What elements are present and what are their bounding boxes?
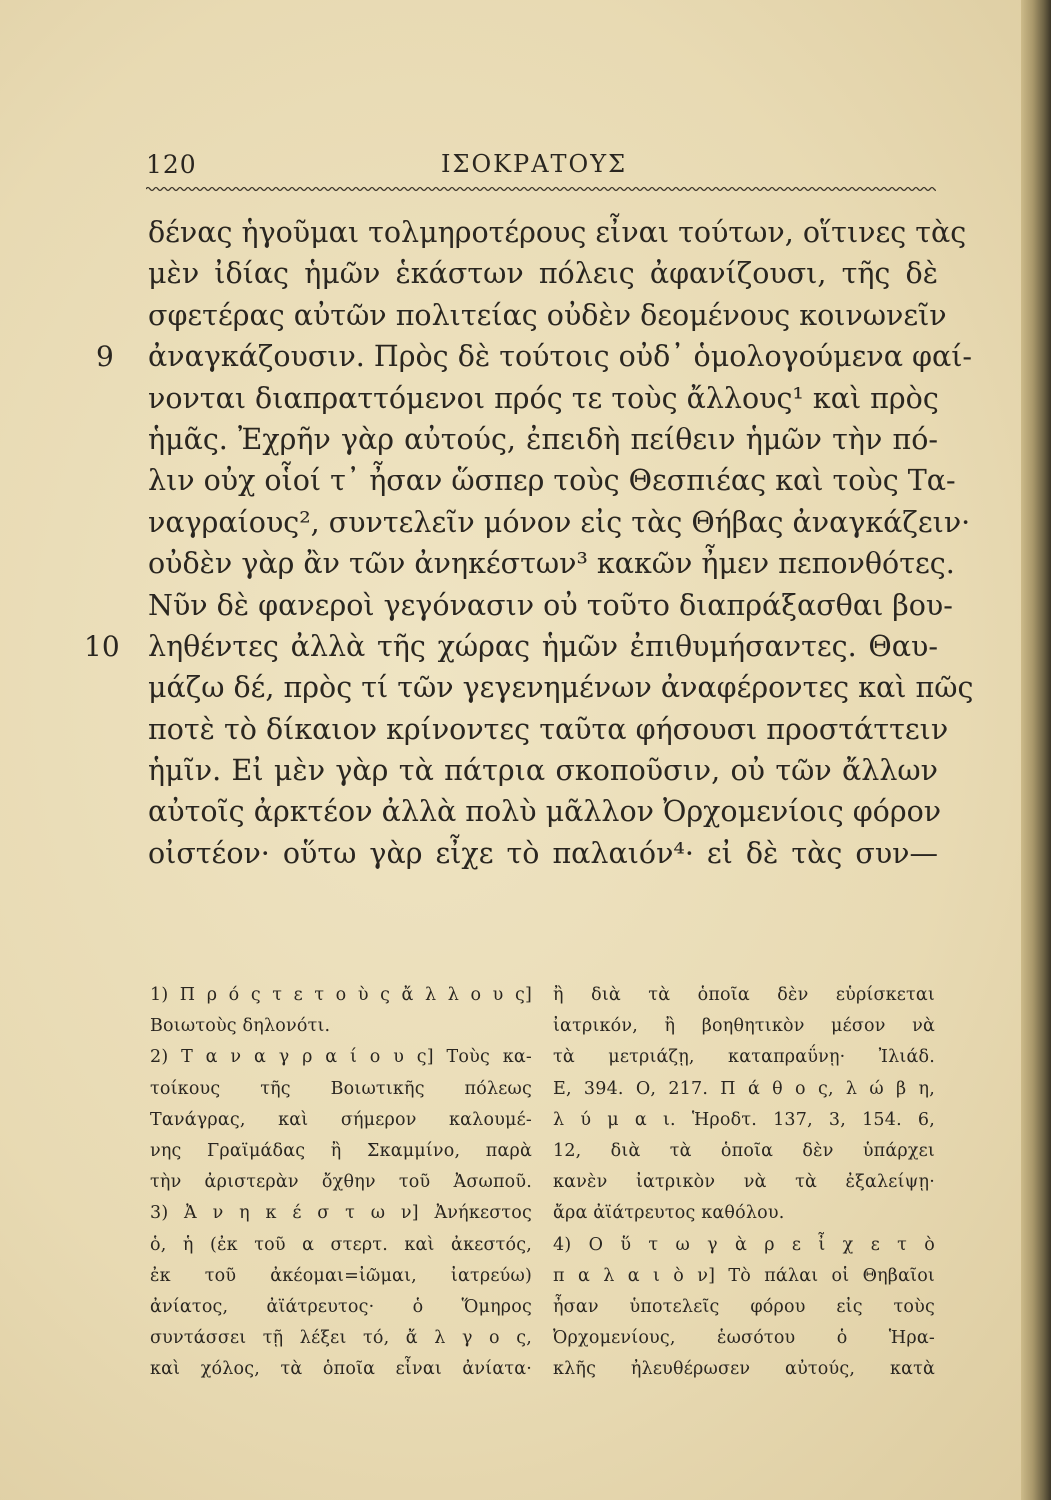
book-spine-shadow bbox=[1021, 0, 1051, 1500]
footnote-line: Τανάγρας, καὶ σήμερον καλουμέ- bbox=[150, 1109, 532, 1130]
footnote-line: τὴν ἀριστερὰν ὄχθην τοῦ Ἀσωποῦ. bbox=[150, 1172, 532, 1193]
footnote-line: 1) Π ρ ό ς τ ε τ ο ὺ ς ἄ λ λ ο υ ς] bbox=[150, 985, 532, 1005]
wavy-header-rule bbox=[146, 186, 936, 192]
footnote-line: 12, διὰ τὰ ὁποῖα δὲν ὑπάρχει bbox=[553, 1140, 935, 1161]
text-line: ποτὲ τὸ δίκαιον κρίνοντες ταῦτα φήσουσι προστάττειν bbox=[148, 712, 949, 746]
footnote-line: τοίκους τῆς Βοιωτικῆς πόλεως bbox=[150, 1078, 532, 1099]
footnote-line: λ ύ μ α ι. Ἡροδτ. 137, 3, 154. 6, bbox=[553, 1109, 935, 1130]
footnote-line: π α λ α ι ὸ ν] Τὸ πάλαι οἱ Θηβαῖοι bbox=[553, 1265, 935, 1286]
footnote-line: Βοιωτοὺς δηλονότι. bbox=[150, 1016, 331, 1037]
footnote-line: ἀνίατος, ἀϊάτρευτος· ὁ Ὅμηρος bbox=[150, 1296, 532, 1317]
section-number: 9 bbox=[96, 340, 114, 374]
text-line: δένας ἡγοῦμαι τολμηροτέρους εἶναι τούτων, οἵτινες τὰς bbox=[148, 216, 967, 249]
page-header bbox=[146, 150, 936, 190]
text-line: μὲν ἰδίας ἡμῶν ἑκάστων πόλεις ἀφανίζουσι, τῆς δὲ bbox=[148, 257, 938, 291]
footnote-line: ἢ διὰ τὰ ὁποῖα δὲν εὑρίσκεται bbox=[553, 985, 935, 1005]
text-line: ἡμῖν. Εἰ μὲν γὰρ τὰ πάτρια σκοποῦσιν, οὐ τῶν ἄλλων bbox=[148, 754, 938, 788]
footnote-line: συντάσσει τῇ λέξει τό, ἄ λ γ ο ς, bbox=[150, 1328, 532, 1349]
section-number: 10 bbox=[84, 629, 120, 663]
footnote-line: 2) Τ α ν α γ ρ α ί ο υ ς] Τοὺς κα- bbox=[150, 1047, 532, 1068]
footnote-line: 4) Ο ὕ τ ω γ ὰ ρ ε ἶ χ ε τ ὸ bbox=[553, 1234, 935, 1255]
footnote-line: Ε, 394. Ο, 217. Π ά θ ο ς, λ ώ β η, bbox=[553, 1078, 935, 1099]
text-line: οἰστέον· οὕτω γὰρ εἶχε τὸ παλαιόν⁴· εἰ δὲ τὰς συν— bbox=[148, 836, 938, 870]
text-line: νονται διαπραττόμενοι πρός τε τοὺς ἄλλους¹ καὶ πρὸς bbox=[148, 381, 939, 415]
footnote-line: ἦσαν ὑποτελεῖς φόρου εἰς τοὺς bbox=[553, 1296, 935, 1317]
footnote-line: ἐκ τοῦ ἀκέομαι=ἰῶμαι, ἰατρεύω) bbox=[150, 1265, 532, 1286]
footnote-line: καὶ χόλος, τὰ ὁποῖα εἶναι ἀνίατα· bbox=[150, 1359, 532, 1380]
text-line: σφετέρας αὐτῶν πολιτείας οὐδὲν δεομένους κοινωνεῖν bbox=[148, 298, 947, 332]
footnote-line: ἰατρικόν, ἢ βοηθητικὸν μέσον νὰ bbox=[553, 1016, 935, 1037]
footnote-line: ἄρα ἀϊάτρευτος καθόλου. bbox=[553, 1203, 785, 1224]
text-line: 9 ἀναγκάζουσιν. Πρὸς δὲ τούτοις οὐδ᾽ ὁμολογούμενα φαί- bbox=[148, 336, 938, 377]
footnotes-right-column bbox=[553, 980, 935, 1385]
main-text bbox=[84, 212, 974, 874]
text-line: μάζω δέ, πρὸς τί τῶν γεγενημένων ἀναφέροντες καὶ πῶς bbox=[148, 671, 974, 705]
footnote-line: ὁ, ἡ (ἐκ τοῦ α στερτ. καὶ ἀκεστός, bbox=[150, 1234, 532, 1255]
running-title: ΙΣΟΚΡΑΤΟΥΣ bbox=[441, 150, 628, 178]
footnote-line: νης Γραϊμάδας ἢ Σκαμμίνο, παρὰ bbox=[150, 1140, 532, 1161]
footnote-line: 3) Ἀ ν η κ έ σ τ ω ν] Ἀνήκεστος bbox=[150, 1203, 532, 1224]
text-line: ἡμᾶς. Ἐχρῆν γὰρ αὐτούς, ἐπειδὴ πείθειν ἡμῶν τὴν πό- bbox=[148, 422, 938, 456]
text-line: οὐδὲν γὰρ ἂν τῶν ἀνηκέστων³ κακῶν ἦμεν πεπονθότες. bbox=[148, 547, 955, 581]
text-line: 10 ληθέντες ἀλλὰ τῆς χώρας ἡμῶν ἐπιθυμήσαντες. Θαυ- bbox=[148, 626, 938, 667]
text-line: Νῦν δὲ φανεροὶ γεγόνασιν οὐ τοῦτο διαπράξασθαι βου- bbox=[148, 588, 953, 622]
text-line: αὐτοῖς ἀρκτέον ἀλλὰ πολὺ μᾶλλον Ὀρχομενίοις φόρον bbox=[148, 795, 942, 829]
footnotes-left-column bbox=[150, 980, 532, 1385]
footnote-line: κλῆς ἠλευθέρωσεν αὐτούς, κατὰ bbox=[553, 1359, 935, 1380]
text-line: ναγραίους², συντελεῖν μόνον εἰς τὰς Θήβας ἀναγκάζειν· bbox=[148, 505, 971, 539]
page-number: 120 bbox=[146, 150, 197, 179]
footnote-line: Ὀρχομενίους, ἑωσότου ὁ Ἡρα- bbox=[553, 1328, 935, 1349]
footnote-line: τὰ μετριάζῃ, καταπραΰνῃ· Ἰλιάδ. bbox=[553, 1047, 935, 1068]
footnote-line: κανὲν ἰατρικὸν νὰ τὰ ἐξαλείψῃ· bbox=[553, 1172, 935, 1193]
text-line: λιν οὐχ οἷοί τ᾽ ἦσαν ὥσπερ τοὺς Θεσπιέας καὶ τοὺς Τα- bbox=[148, 464, 956, 498]
